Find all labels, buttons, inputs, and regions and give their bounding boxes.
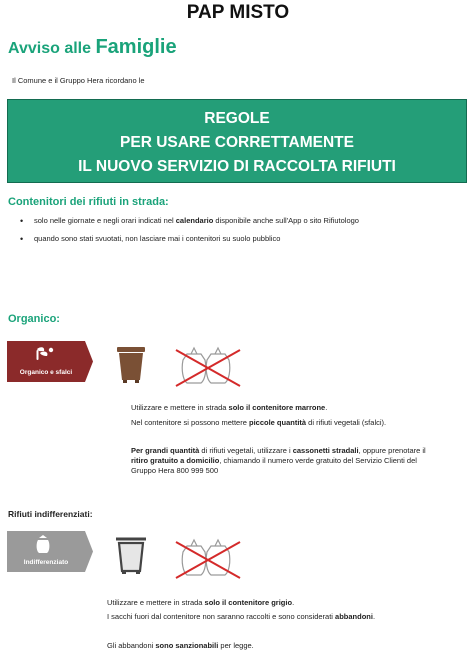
residual-category-label: Indifferenziato: [23, 559, 69, 566]
organic-instruction-3: [131, 446, 441, 476]
residual-para3-bold: sono sanzionabili: [155, 641, 219, 650]
banner-line-1: REGOLE: [204, 110, 270, 127]
rule-1-before: solo nelle giornate e negli orari indicati nel: [34, 216, 176, 225]
residual-category-badge: [7, 531, 93, 572]
residual-line1-after: .: [292, 598, 295, 607]
page-title: PAP MISTO: [186, 2, 290, 23]
notice-heading-prefix: Avviso alle: [8, 40, 92, 57]
organic-para2-before: Nel contenitore si possono mettere: [131, 418, 249, 427]
residual-para3-after: per legge.: [218, 641, 254, 650]
brown-bin-icon: [114, 344, 148, 384]
banner-line-2: PER USARE CORRETTAMENTE: [120, 134, 354, 151]
organic-instruction-1: [131, 403, 466, 413]
organic-para2-after: di rifiuti vegetali (sfalci).: [306, 418, 387, 427]
rule-1-bold: calendario: [175, 216, 214, 225]
rule-2-text: quando sono stati svuotati, non lasciare mai i contenitori su suolo pubblico: [34, 234, 281, 243]
organic-line1-after: .: [325, 403, 328, 412]
no-bags-icon: [173, 344, 243, 388]
organic-line1-before: Utilizzare e mettere in strada: [131, 403, 229, 412]
no-bags-icon: [173, 536, 243, 580]
banner-line-3: IL NUOVO SERVIZIO DI RACCOLTA RIFIUTI: [78, 158, 396, 175]
organic-para3-bold3: ritiro gratuito a domicilio: [131, 456, 220, 465]
residual-para2-bold: abbandoni: [335, 612, 373, 621]
rule-1-after: disponibile anche sull'App o sito Rifiutologo: [213, 216, 359, 225]
containers-rules-list: [18, 214, 463, 250]
rules-banner: [7, 99, 467, 183]
residual-instruction-3: [107, 641, 462, 651]
organic-para3-mid1: di rifiuti vegetali, utilizzare i: [199, 446, 293, 455]
organic-para2-bold: piccole quantità: [248, 418, 307, 427]
list-item: [18, 214, 463, 228]
containers-heading: Contenitori dei rifiuti in strada:: [8, 196, 169, 208]
organic-para3-bold1: Per grandi quantità: [131, 446, 200, 455]
intro-text: Il Comune e il Gruppo Hera ricordano le: [12, 76, 145, 85]
residual-line1-bold: solo il contenitore grigio: [204, 598, 293, 607]
residual-para2-after: .: [372, 612, 376, 621]
residual-instruction-2: [107, 612, 447, 622]
organic-para3-bold2: cassonetti stradali: [292, 446, 359, 455]
residual-para3-before: Gli abbandoni: [107, 641, 156, 650]
notice-heading: [8, 36, 177, 59]
notice-heading-emphasis: Famiglie: [95, 36, 177, 58]
organic-instruction-2: [131, 418, 466, 428]
residual-line1-before: Utilizzare e mettere in strada: [107, 598, 205, 607]
organic-para3-end: , chiamando il numero verde gratuito del Servizio Clienti del Gruppo Hera 800 999 500: [131, 456, 417, 475]
organic-para3-mid2: , oppure prenotare il: [358, 446, 426, 455]
residual-instruction-1: [107, 598, 462, 608]
organic-category-badge: [7, 341, 93, 382]
grey-bin-icon: [114, 535, 148, 575]
organic-category-label: Organico e sfalci: [19, 369, 73, 376]
list-item: [18, 232, 463, 246]
residual-para2-before: I sacchi fuori dal contenitore non saranno raccolti e sono considerati: [107, 612, 336, 621]
organic-line1-bold: solo il contenitore marrone: [228, 403, 326, 412]
organic-heading: Organico:: [8, 313, 60, 325]
residual-heading: Rifiuti indifferenziati:: [8, 509, 93, 519]
